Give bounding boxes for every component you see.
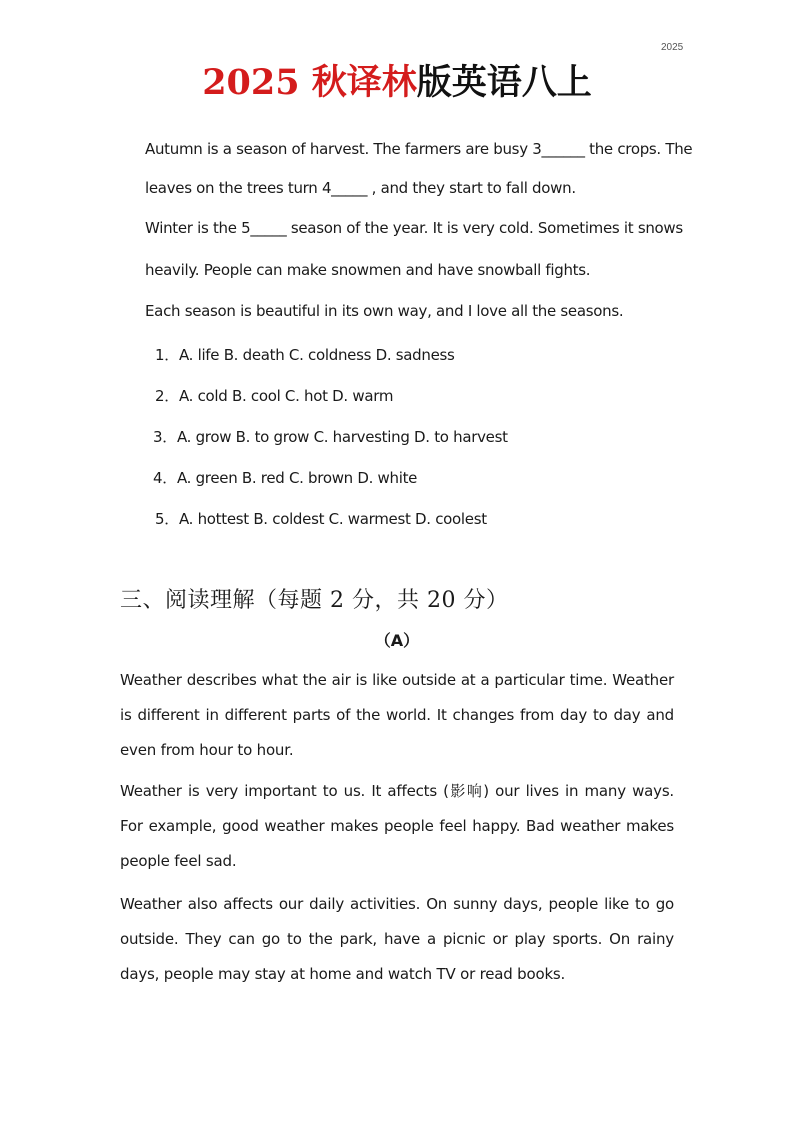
document-title: [0, 60, 794, 106]
question-option-2: 2．A. cold B. cool C. hot D. warm: [155, 387, 394, 405]
reading-paragraph-text: Weather is very important to us. It affects (影响) our lives in many ways. For example, good weather makes people feel happy. Bad weather makes people feel sad.: [120, 782, 674, 870]
reading-paragraph-text: Weather also affects our daily activities. On sunny days, people like to go outside. They can go to the park, have a picnic or play sports. On rainy days, people may stay at home and watch TV or read books.: [120, 895, 674, 983]
title-red-part: 2025 秋译林: [202, 62, 417, 103]
question-option-4: 4．A. green B. red C. brown D. white: [153, 469, 418, 487]
cloze-line: heavily. People can make snowmen and have snowball fights.: [145, 261, 591, 279]
reading-paragraph: [120, 774, 674, 879]
reading-paragraph: [120, 663, 674, 768]
reading-paragraph: [120, 887, 674, 992]
question-option-3: 3．A. grow B. to grow C. harvesting D. to harvest: [153, 428, 508, 446]
cloze-line: Each season is beautiful in its own way, and I love all the seasons.: [145, 302, 624, 320]
question-option-1: 1．A. life B. death C. coldness D. sadness: [155, 346, 455, 364]
cloze-line: leaves on the trees turn 4_____ , and they start to fall down.: [145, 179, 576, 197]
passage-label: （A）: [374, 631, 420, 650]
question-option-5: 5．A. hottest B. coldest C. warmest D. coolest: [155, 510, 487, 528]
section-title: 三、阅读理解（每题 2 分，共 20 分）: [120, 588, 509, 613]
reading-paragraph-text: Weather describes what the air is like outside at a particular time. Weather is different in different parts of the world. It changes from day to day and even from hour to hour.: [120, 671, 674, 759]
header-year-tag: 2025: [661, 42, 684, 53]
cloze-line: Winter is the 5_____ season of the year. It is very cold. Sometimes it snows: [145, 219, 683, 237]
cloze-line: Autumn is a season of harvest. The farmers are busy 3______ the crops. The: [145, 140, 693, 158]
title-black-part: 版英语八上: [416, 62, 592, 103]
